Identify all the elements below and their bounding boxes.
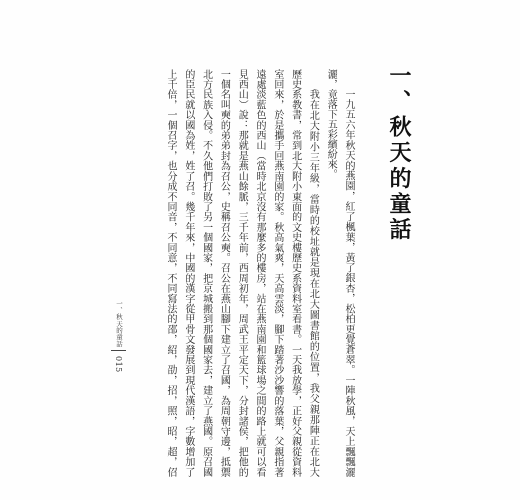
text-column: 上千倍，一個召字，也分成不同音，不同意，不同寫法的邵，紹，劭，招，照，昭，超，佋: [165, 69, 177, 477]
folio-rule: [111, 350, 126, 351]
page-number: 015: [114, 356, 123, 373]
text-column: 的臣民就以國為姓，姓了召。幾千年來，中國的漢字從甲骨文發展到現代漢語，字數增加了: [182, 69, 194, 477]
text-column: 北方民族入侵。不久他們打敗了另一個國家，把京城搬到那個國家去，建立了燕國。原召國: [200, 69, 212, 477]
text-column: 室回來，於是攜手回燕南園的家。秋高氣爽，天高雲淡，腳下踏著沙沙響的落葉，父親指著: [271, 69, 283, 477]
text-column: 見西山）說：那就是燕山餘脈，三千年前，西周初年，周武王平定天下，分封諸侯，把他的: [236, 69, 248, 477]
running-head: 一、秋天的童話: [115, 300, 123, 347]
text-column: 我在北大附小三年級，當時的校址就是現在北大圖書館的位置，我父親那陣正在北大: [307, 89, 319, 477]
chapter-title: 一、秋天的童話: [386, 64, 412, 244]
text-column: 灑，竟落下五彩繽紛來。: [325, 69, 337, 179]
body-text: [161, 69, 357, 477]
text-column: 一九五六年秋天的燕園，紅了楓葉，黃了銀杏，松柏更覺蒼翠。一陣秋風，天上飄飄灑: [343, 89, 354, 477]
text-column: 歷史系教書，常到北大附小東面的文史樓歷史系資料室看書。一天我放學，正好父親從資料: [289, 69, 301, 477]
text-column: 一個名叫奭的弟弟封為召公，史稱召公奭。召公在燕山腳下建立了召國，為周朝守邊，抵禦: [218, 69, 230, 477]
text-column: 遠處淡藍色的西山（當時北京沒有那麼多的樓房，站在燕南園和籃球場之間的路上就可以看: [254, 69, 266, 477]
